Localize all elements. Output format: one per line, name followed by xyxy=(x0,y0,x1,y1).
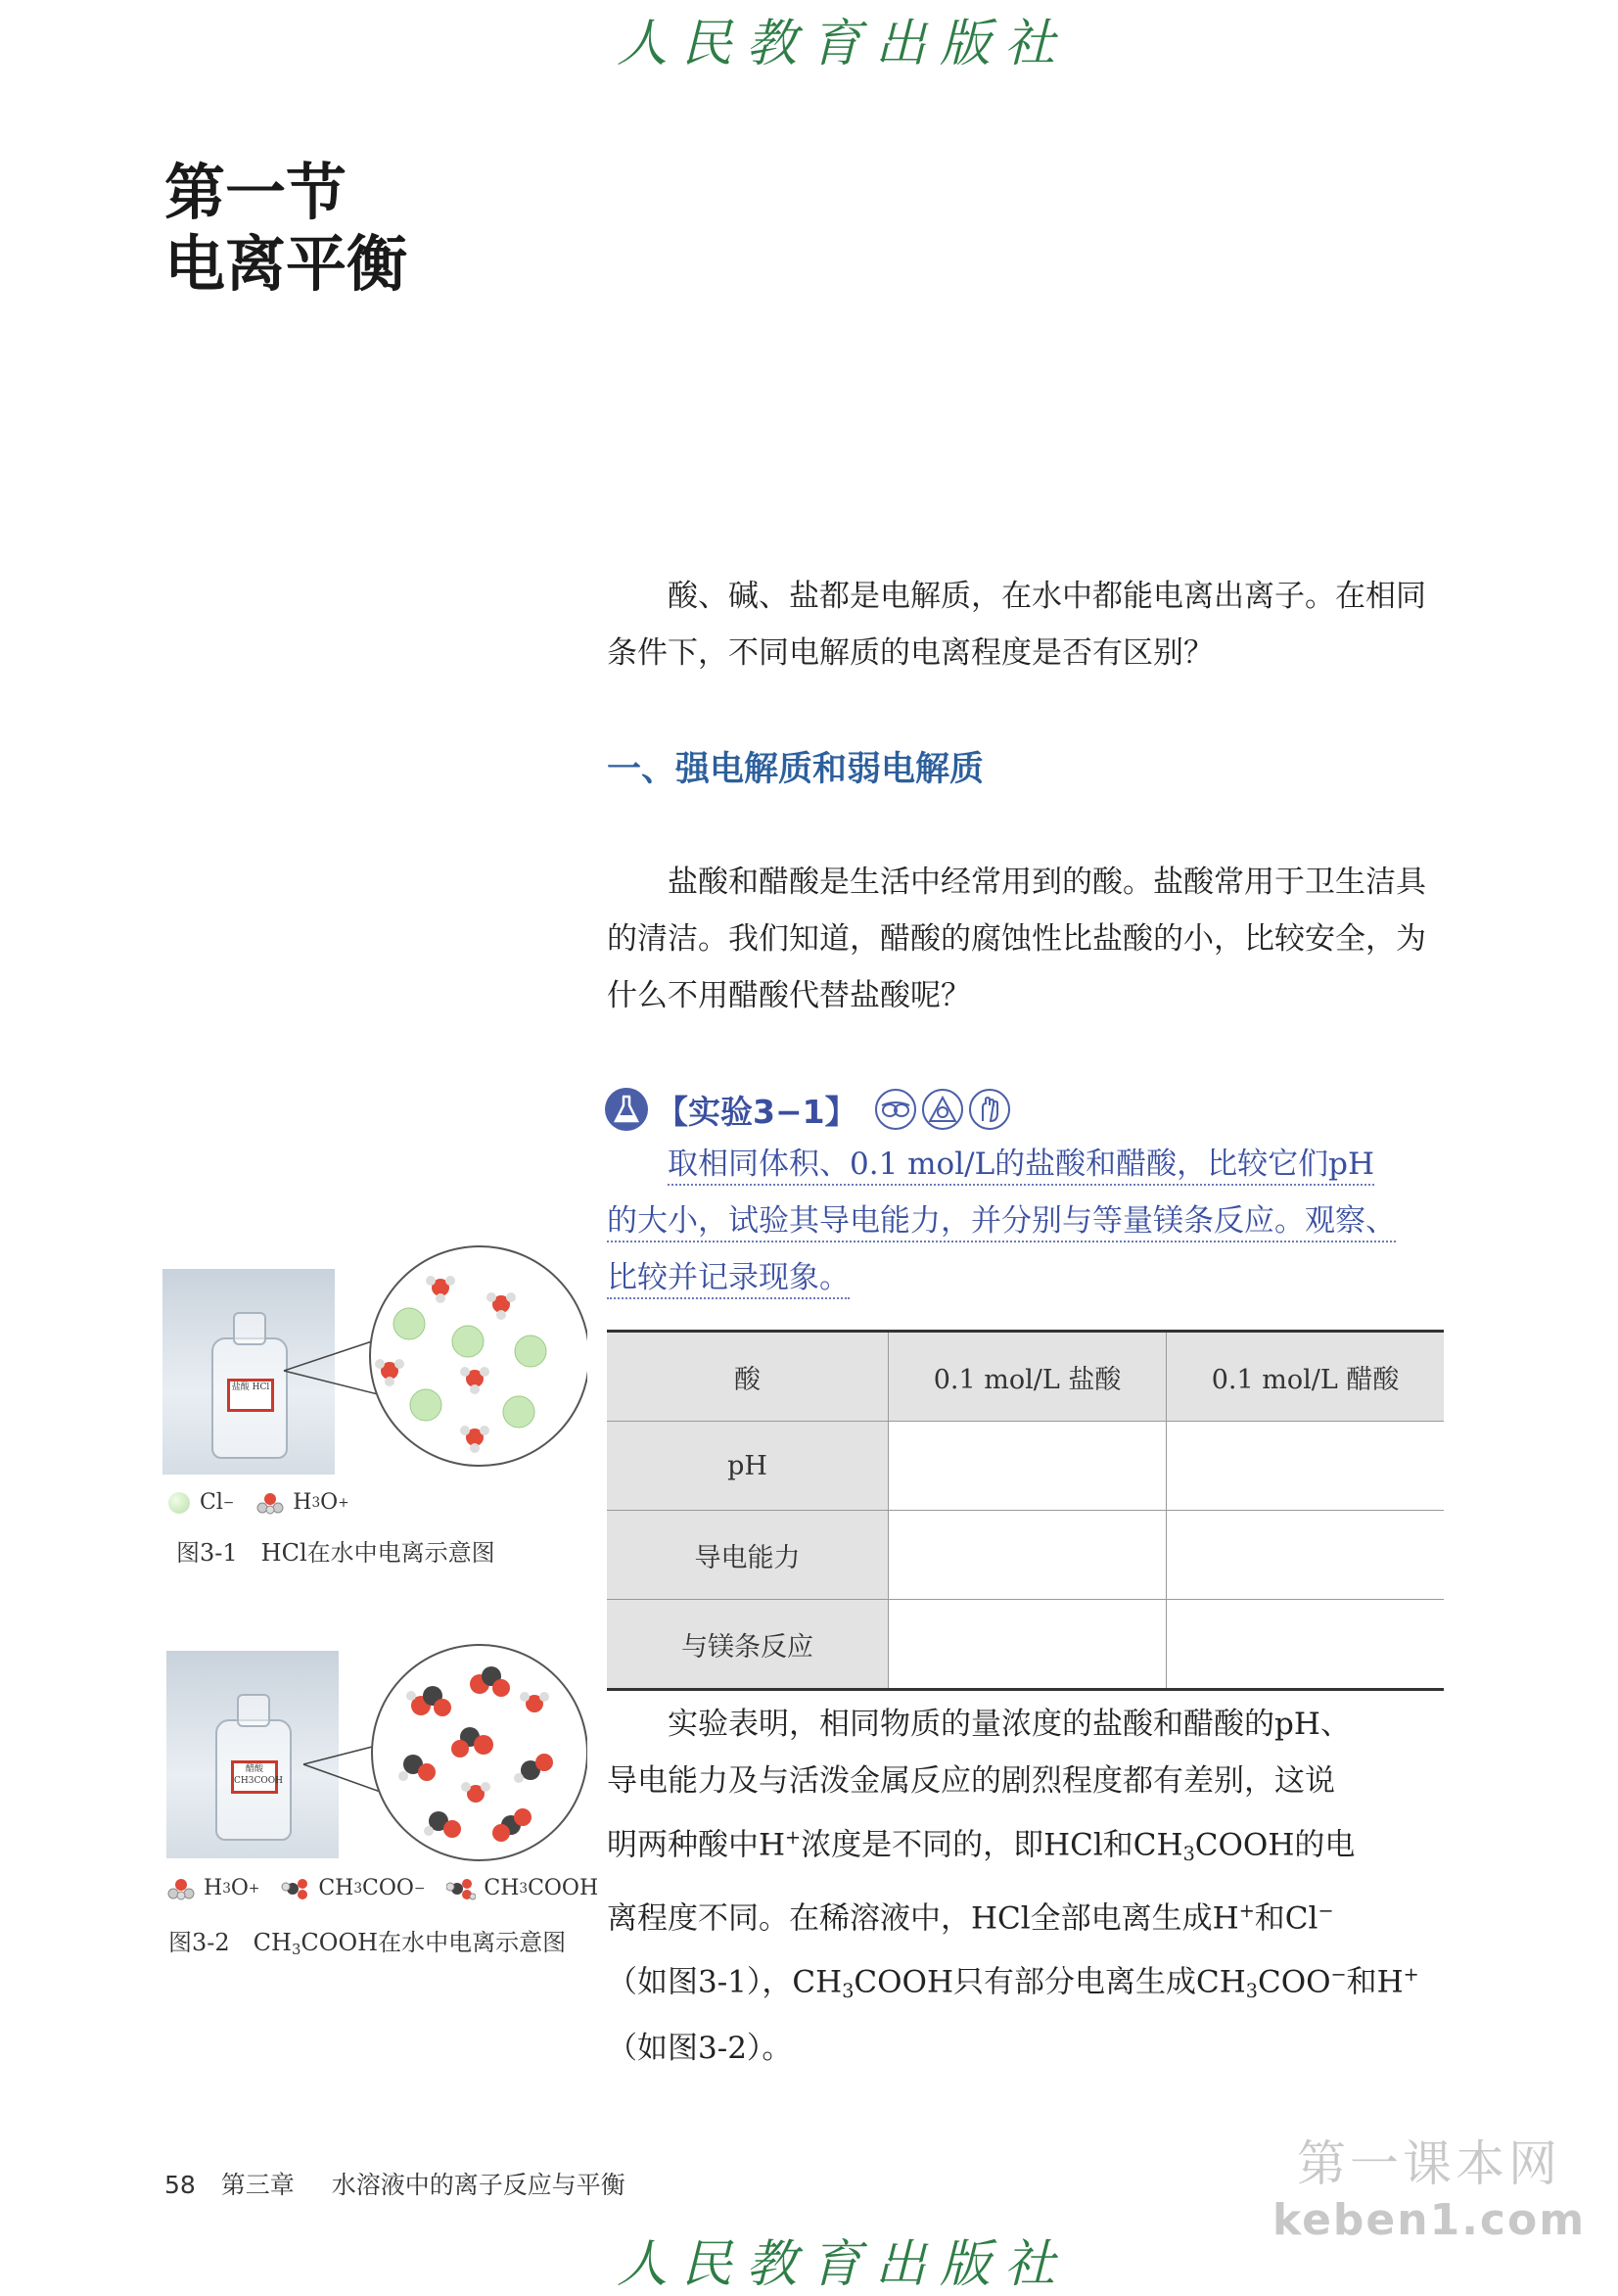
table-cell xyxy=(889,1600,1167,1690)
chapter-title: 水溶液中的离子反应与平衡 xyxy=(331,2171,625,2199)
table-cell xyxy=(1167,1422,1444,1511)
table-cell xyxy=(1167,1600,1444,1690)
ventilation-icon xyxy=(922,1089,963,1130)
result-line-2: 导电能力及与活泼金属反应的剧烈程度都有差别，这说 xyxy=(607,1763,1335,1799)
table-cell xyxy=(1167,1511,1444,1600)
flask-icon xyxy=(605,1088,648,1131)
experiment-header xyxy=(605,1085,1010,1134)
table-cell: pH xyxy=(607,1422,889,1511)
table-row xyxy=(607,1422,1444,1511)
figure1-legend xyxy=(168,1490,371,1515)
intro-text: 酸、碱、盐都是电解质，在水中都能电离出离子。在相同条件下，不同电解质的电离程度是否有区别？ xyxy=(607,579,1426,671)
figure1-caption: 图3-1 HCl在水中电离示意图 xyxy=(176,1539,495,1567)
hydronium-ion-icon xyxy=(166,1877,196,1900)
record-table xyxy=(607,1330,1444,1691)
table-row xyxy=(607,1600,1444,1690)
page-number: 58 xyxy=(164,2171,196,2199)
figure2-caption: 图3-2 $CH_3COOH$在水中电离示意图 xyxy=(168,1929,567,1959)
table-cell: 与镁条反应 xyxy=(607,1600,889,1690)
question-text: 盐酸和醋酸是生活中经常用到的酸。盐酸常用于卫生洁具的清洁。我们知道，醋酸的腐蚀性比盐酸的小，比较安全，为什么不用醋酸代替盐酸呢？ xyxy=(607,865,1426,1013)
chloride-ion-icon xyxy=(168,1492,190,1514)
chapter-number: 第三章 xyxy=(220,2171,295,2199)
experiment-line-1: 取相同体积、0.1 mol/L的盐酸和醋酸，比较它们pH xyxy=(668,1147,1374,1186)
bottle-label: 盐酸 HCl xyxy=(227,1379,274,1412)
hydronium-ion-icon xyxy=(255,1491,285,1515)
experiment-text xyxy=(607,1136,1444,1306)
site-watermark-name: 第一课本网 xyxy=(1297,2135,1562,2192)
experiment-line-2: 的大小，试验其导电能力，并分别与等量镁条反应。观察、 xyxy=(607,1203,1396,1242)
table-row xyxy=(607,1511,1444,1600)
legend-h3o: H 3 O + xyxy=(255,1490,348,1515)
site-watermark-url: keben1.com xyxy=(1272,2195,1587,2245)
table-cell xyxy=(889,1511,1167,1600)
acetic-acid-icon xyxy=(446,1877,476,1900)
site-watermark xyxy=(1272,2125,1586,2245)
result-line-4: 离程度不同。在稀溶液中，HCl全部电离生成H+和Cl− xyxy=(607,1898,1334,1937)
table-header-cell: 酸 xyxy=(607,1332,889,1422)
hcl-ion-diagram xyxy=(274,1234,587,1478)
acetate-ion-icon xyxy=(281,1877,310,1900)
table-cell: 导电能力 xyxy=(607,1511,889,1600)
result-line-5: （如图3-1），$CH_3COOH$只有部分电离生成$CH_3COO^-$和H+ xyxy=(607,1963,1419,2003)
legend-h3o: H 3 O + xyxy=(166,1876,259,1900)
legend-acetic-acid: CH 3 COOH xyxy=(446,1876,598,1900)
bottle-label: 醋酸 CH3COOH xyxy=(231,1760,278,1794)
section-name: 电离平衡 xyxy=(164,228,408,301)
table-header-row xyxy=(607,1332,1444,1422)
publisher-watermark-bottom: 人民教育出版社 xyxy=(617,2235,1070,2294)
result-line-6: （如图3-2）。 xyxy=(607,2031,793,2067)
intro-paragraph xyxy=(607,568,1444,681)
experiment-line-3: 比较并记录现象。 xyxy=(607,1260,850,1299)
question-paragraph xyxy=(607,854,1444,1024)
legend-acetate: CH 3 COO − xyxy=(281,1876,425,1900)
wash-hands-icon xyxy=(969,1089,1010,1130)
bottle-stopper xyxy=(233,1312,266,1345)
table-header-cell: 0.1 mol/L 盐酸 xyxy=(889,1332,1167,1422)
publisher-watermark-top: 人民教育出版社 xyxy=(617,15,1070,73)
bottle-stopper xyxy=(237,1694,270,1727)
result-paragraph xyxy=(607,1696,1444,2077)
table-cell xyxy=(889,1422,1167,1511)
table-header-cell: 0.1 mol/L 醋酸 xyxy=(1167,1332,1444,1422)
legend-cl: Cl − xyxy=(168,1490,234,1515)
experiment-label: 【实验3−1】 xyxy=(656,1092,857,1131)
section-title xyxy=(164,157,407,300)
page-footer xyxy=(164,2166,625,2201)
section-number: 第一节 xyxy=(164,157,347,228)
acetic-ion-diagram xyxy=(284,1637,587,1868)
result-line-1: 实验表明，相同物质的量浓度的盐酸和醋酸的pH、 xyxy=(668,1707,1351,1742)
result-line-3: 明两种酸中H+浓度是不同的，即HCl和$CH_3COOH$的电 xyxy=(607,1826,1356,1865)
subsection-heading: 一、强电解质和弱电解质 xyxy=(607,750,985,789)
goggles-icon xyxy=(875,1089,916,1130)
figure2-legend xyxy=(166,1876,620,1900)
